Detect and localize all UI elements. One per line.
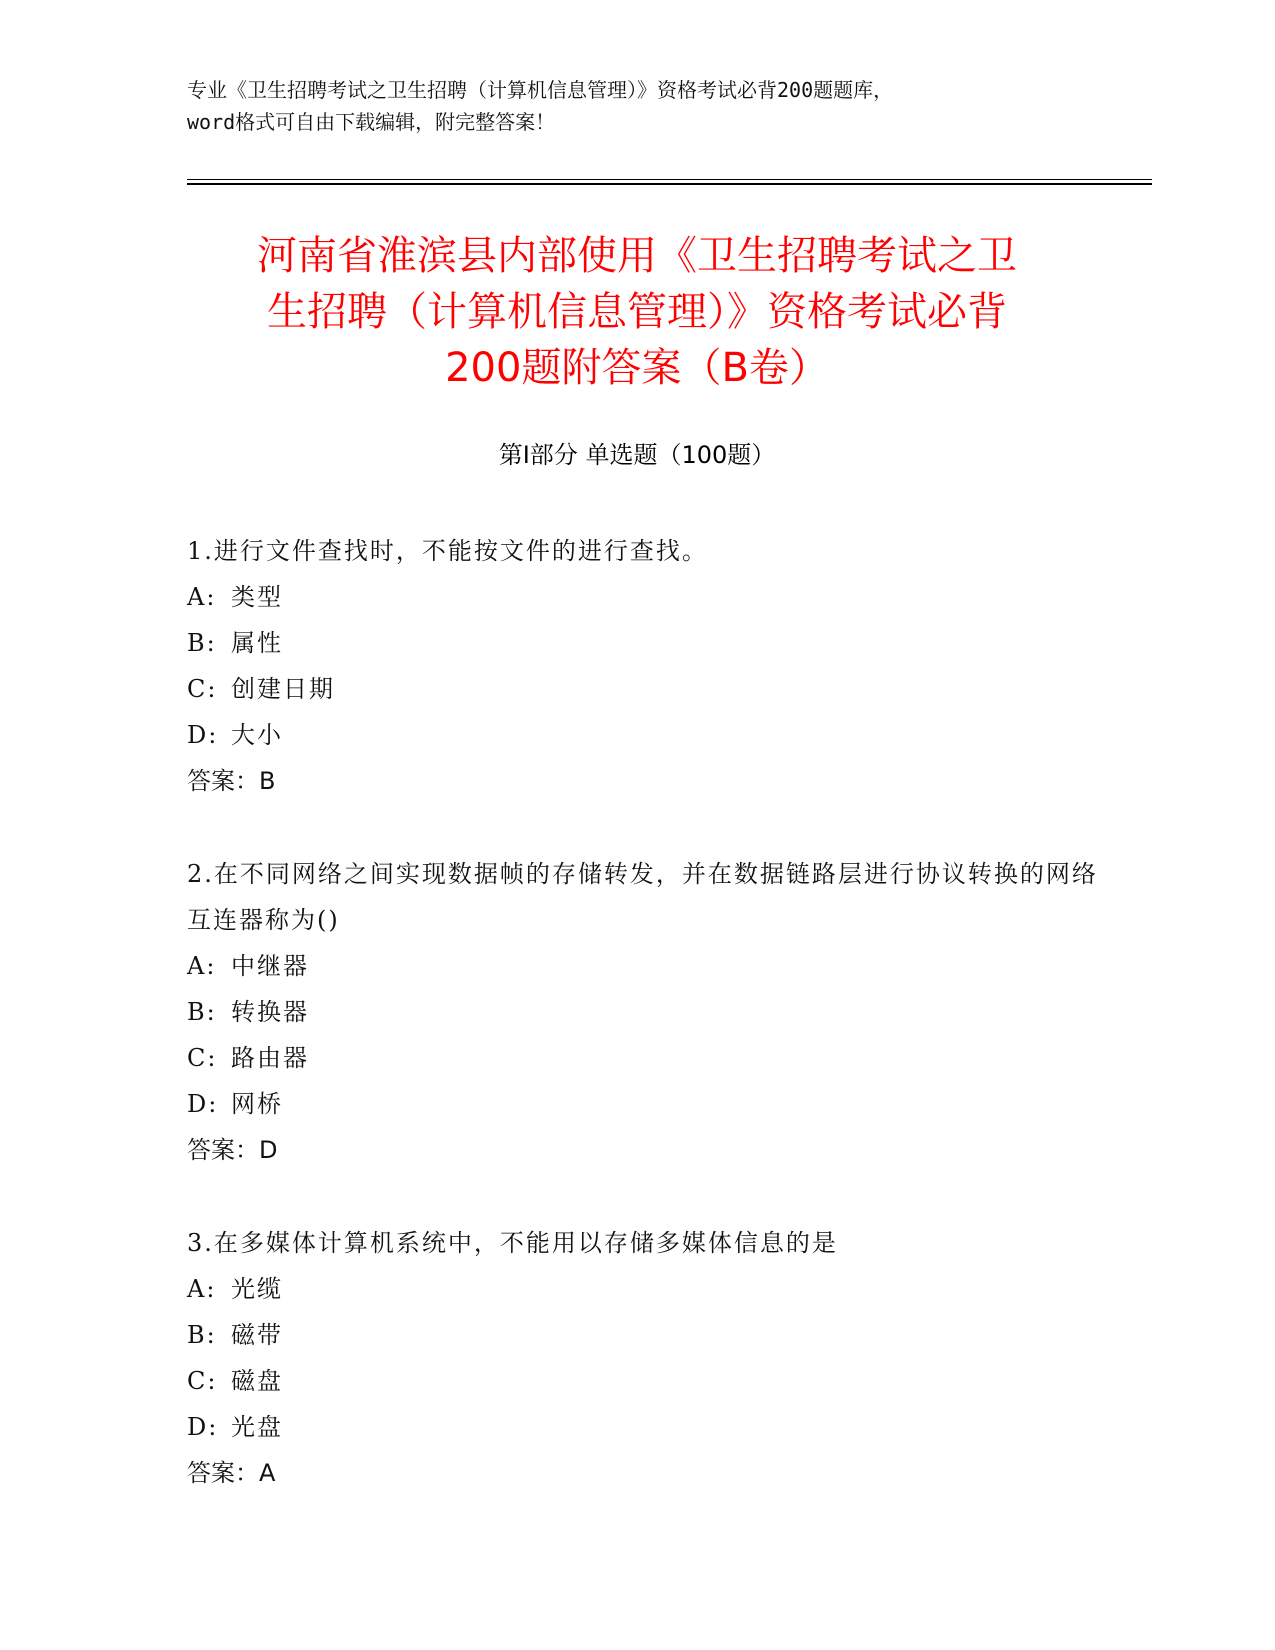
option-text: 属性	[231, 629, 283, 657]
option-b	[187, 1312, 1107, 1358]
header-note	[187, 74, 1107, 138]
option-key: D:	[187, 1413, 219, 1441]
option-text: 网桥	[231, 1090, 283, 1118]
option-c	[187, 1358, 1107, 1404]
answer: 答案：B	[187, 767, 276, 795]
option-a	[187, 943, 1107, 989]
option-key: A:	[187, 1275, 217, 1303]
option-text: 中继器	[231, 952, 309, 980]
option-text: 类型	[231, 583, 283, 611]
option-key: D:	[187, 721, 219, 749]
document-title	[187, 228, 1087, 396]
option-text: 光盘	[231, 1413, 283, 1441]
option-a	[187, 574, 1107, 620]
option-d	[187, 1404, 1107, 1450]
option-key: B:	[187, 1321, 217, 1349]
question-stem: 3.在多媒体计算机系统中，不能用以存储多媒体信息的是	[187, 1229, 838, 1257]
option-text: 光缆	[231, 1275, 283, 1303]
option-text: 路由器	[231, 1044, 309, 1072]
option-c	[187, 666, 1107, 712]
option-b	[187, 620, 1107, 666]
option-key: A:	[187, 952, 217, 980]
option-text: 磁带	[231, 1321, 283, 1349]
section-title: 第Ⅰ部分 单选题（100题）	[498, 441, 776, 469]
document-title-line-1: 河南省淮滨县内部使用《卫生招聘考试之卫	[257, 233, 1017, 279]
question-list	[187, 528, 1107, 1543]
header-divider-thin	[187, 179, 1152, 180]
option-a	[187, 1266, 1107, 1312]
header-divider-thick	[187, 183, 1152, 185]
question-stem: 2.在不同网络之间实现数据帧的存储转发，并在数据链路层进行协议转换的网络互连器称为()	[187, 860, 1098, 934]
document-title-line-3: 200题附答案（B卷）	[445, 345, 829, 391]
option-d	[187, 1081, 1107, 1127]
option-d	[187, 712, 1107, 758]
question-3	[187, 1220, 1107, 1496]
option-text: 转换器	[231, 998, 309, 1026]
question-1	[187, 528, 1107, 804]
option-key: C:	[187, 675, 218, 703]
header-note-line-2: word格式可自由下载编辑，附完整答案！	[187, 110, 556, 134]
answer: 答案：A	[187, 1459, 276, 1487]
header-note-line-1: 专业《卫生招聘考试之卫生招聘（计算机信息管理）》资格考试必背200题题库，	[187, 78, 894, 102]
document-title-line-2: 生招聘（计算机信息管理）》资格考试必背	[267, 289, 1007, 335]
option-key: B:	[187, 998, 217, 1026]
option-key: C:	[187, 1367, 218, 1395]
option-c	[187, 1035, 1107, 1081]
option-key: B:	[187, 629, 217, 657]
question-stem: 1.进行文件查找时，不能按文件的进行查找。	[187, 537, 708, 565]
option-key: A:	[187, 583, 217, 611]
answer: 答案：D	[187, 1136, 278, 1164]
option-key: D:	[187, 1090, 219, 1118]
option-text: 磁盘	[231, 1367, 283, 1395]
question-2	[187, 851, 1107, 1173]
option-text: 大小	[231, 721, 283, 749]
option-b	[187, 989, 1107, 1035]
option-text: 创建日期	[231, 675, 335, 703]
option-key: C:	[187, 1044, 218, 1072]
